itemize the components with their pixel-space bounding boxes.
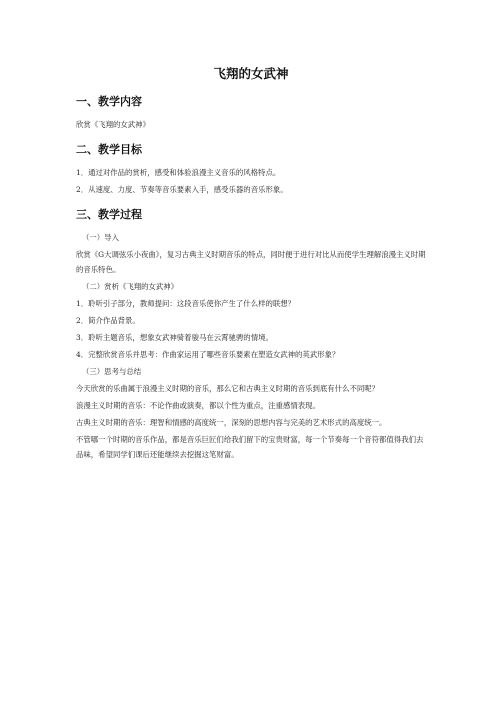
paragraph: 古典主义时期的音乐：理智和情感的高度统一，深刻的思想内容与完美的艺术形式的高度统一。 xyxy=(76,418,387,427)
section-heading-content: 一、教学内容 xyxy=(76,95,142,108)
paragraph: 欣赏《飞翔的女武神》 xyxy=(76,120,150,129)
paragraph: 浪漫主义时期的音乐：不论作曲或演奏，都以个性为重点，注重感情表现。 xyxy=(76,401,320,410)
paragraph: 欣赏《G大调弦乐小夜曲》，复习古典主义时期音乐的特点，同时便于进行对比从而使学生理解浪漫主义时期的音乐特色。 xyxy=(76,250,426,274)
paragraph: 4．完整欣赏音乐并思考：作曲家运用了哪些音乐要素在塑造女武神的英武形象？ xyxy=(76,350,340,359)
subsection-heading: （一）导入 xyxy=(82,233,119,242)
paragraph: 2．简介作品背景。 xyxy=(76,316,140,325)
paragraph: 1．通过对作品的赏析，感受和体验浪漫主义音乐的风格特点。 xyxy=(76,168,281,177)
paragraph: 2．从速度、力度、节奏等音乐要素入手，感受乐器的音乐形象。 xyxy=(76,185,288,194)
subsection-heading: （二）赏析《飞翔的女武神》 xyxy=(82,282,179,291)
paragraph: 今天欣赏的乐曲属于浪漫主义时期的音乐，那么它和古典主义时期的音乐到底有什么不同呢？ xyxy=(76,384,380,393)
document-title: 飞翔的女武神 xyxy=(213,66,289,81)
document-body xyxy=(76,66,426,464)
paragraph: 不管哪一个时期的音乐作品，都是音乐巨匠们给我们留下的宝贵财富，每一个节奏每一个音符都值得我们去品味，希望同学们课后还能继续去挖掘这笔财富。 xyxy=(76,435,424,459)
paragraph: 1．聆听引子部分，教师提问：这段音乐使你产生了什么样的联想？ xyxy=(76,299,296,308)
section-heading-process: 三、教学过程 xyxy=(76,208,142,221)
paragraph: 3．聆听主题音乐，想象女武神骑着骏马在云霄驰骋的情境。 xyxy=(76,333,273,342)
subsection-heading: （三）思考与总结 xyxy=(82,367,142,376)
section-heading-goals: 二、教学目标 xyxy=(76,143,142,156)
